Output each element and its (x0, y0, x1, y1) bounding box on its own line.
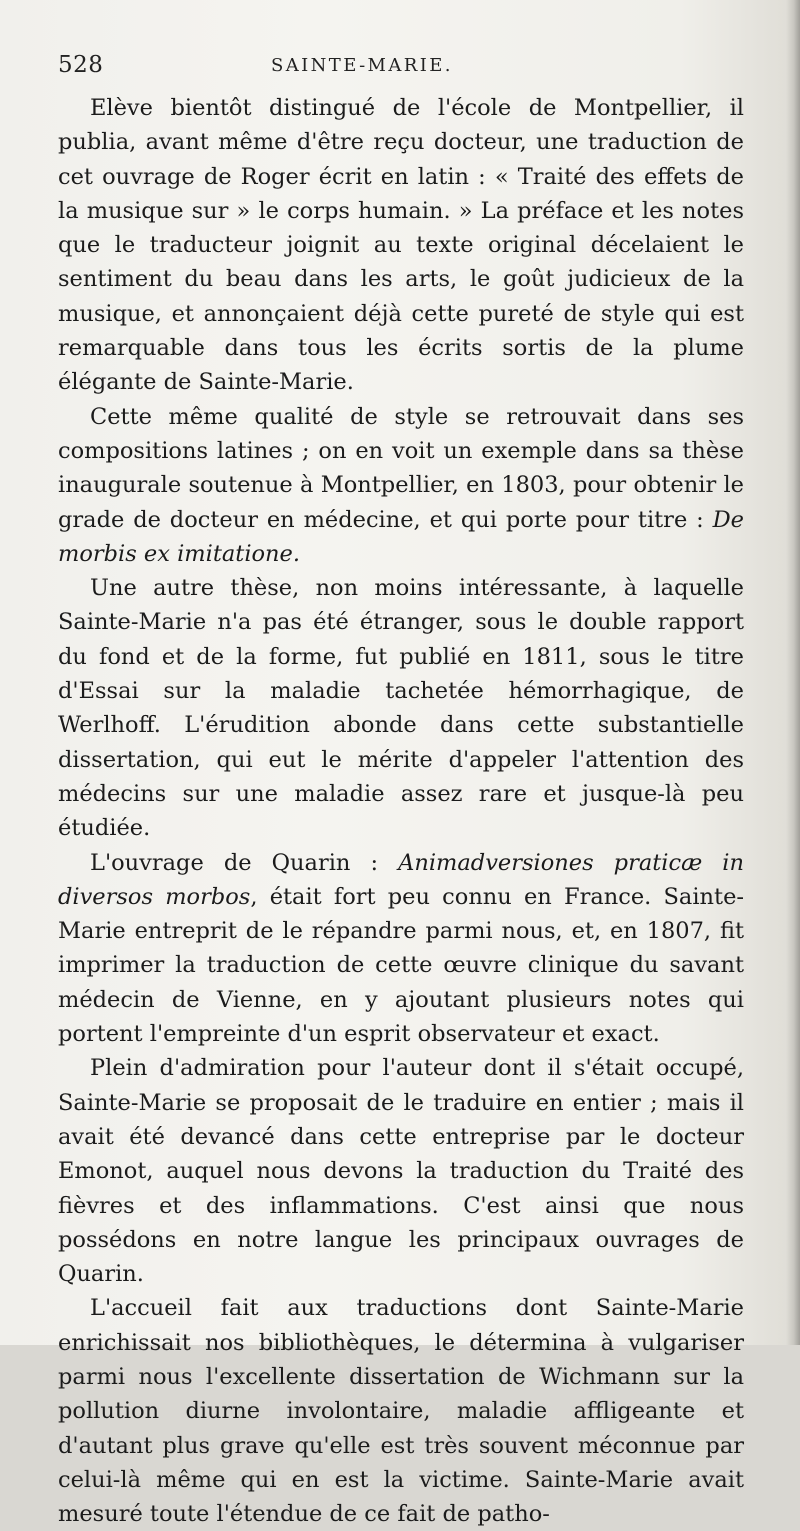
page-edge-shadow (786, 0, 800, 1345)
paragraph-3 (58, 571, 744, 845)
paragraph-4-text-end: , était fort peu connu en France. Sainte-Marie entreprit de le répandre parmi nous, et, en 1807, fit imprimer la traduction de cette œuvre clinique du savant médecin de Vienne, en y ajoutant plusieurs notes qui portent l'empreinte d'un esprit observateur et exact. (58, 883, 744, 1048)
paragraph-4-text-start: L'ouvrage de Quarin : (90, 849, 399, 876)
paragraph-1 (58, 91, 744, 400)
thesis-title: De morbis ex imitatione. (58, 506, 744, 567)
paragraph-1-text: Elève bientôt distingué de l'école de Montpellier, il publia, avant même d'être reçu docteur, une traduction de cet ouvrage de Roger écrit en latin : « Traité des effets de la musique sur » le corps humain. » La préface et les notes que le traducteur joignit au texte original décelaient le sentiment du beau dans les arts, le goût judicieux de la musique, et annonçaient déjà cette pureté de style qui est remarquable dans tous les écrits sortis de la plume élégante de Sainte-Marie. (58, 95, 744, 396)
paragraph-5 (58, 1051, 744, 1291)
paragraph-2 (58, 400, 744, 571)
paragraph-6-text: L'accueil fait aux traductions dont Sainte-Marie enrichissait nos bibliothèques, le détermina à vulgariser parmi nous l'excellente dissertation de Wichmann sur la pollution diurne involontaire, maladie affligeante et d'autant plus grave qu'elle est très souvent méconnue par celui-là même qui en est la victime. Sainte-Marie avait mesuré toute l'étendue de ce fait de patho- (58, 1295, 744, 1528)
paragraph-4 (58, 846, 744, 1052)
body-text (58, 91, 744, 1531)
page-number: 528 (58, 52, 104, 78)
quarin-work-title: Animadversiones praticæ in diversos morbos (58, 849, 744, 910)
paragraph-3-text: Une autre thèse, non moins intéressante, à laquelle Sainte-Marie n'a pas été étranger, sous le double rapport du fond et de la forme, fut publié en 1811, sous le titre d'Essai sur la maladie tachetée hémorrhagique, de Werlhoff. L'érudition abonde dans cette substantielle dissertation, qui eut le mérite d'appeler l'attention des médecins sur une maladie assez rare et jusque-là peu étudiée. (58, 575, 744, 842)
page-header (58, 52, 758, 82)
paragraph-6 (58, 1291, 744, 1531)
running-head: SAINTE-MARIE. (271, 55, 453, 76)
paragraph-2-text: Cette même qualité de style se retrouvait dans ses compositions latines ; on en voit un exemple dans sa thèse inaugurale soutenue à Montpellier, en 1803, pour obtenir le grade de docteur en médecine, et qui porte pour titre : (58, 403, 744, 533)
paragraph-5-text: Plein d'admiration pour l'auteur dont il s'était occupé, Sainte-Marie se proposait de le traduire en entier ; mais il avait été devancé dans cette entreprise par le docteur Emonot, auquel nous devons la traduction du Traité des fièvres et des inflammations. C'est ainsi que nous possédons en notre langue les principaux ouvrages de Quarin. (58, 1055, 744, 1288)
